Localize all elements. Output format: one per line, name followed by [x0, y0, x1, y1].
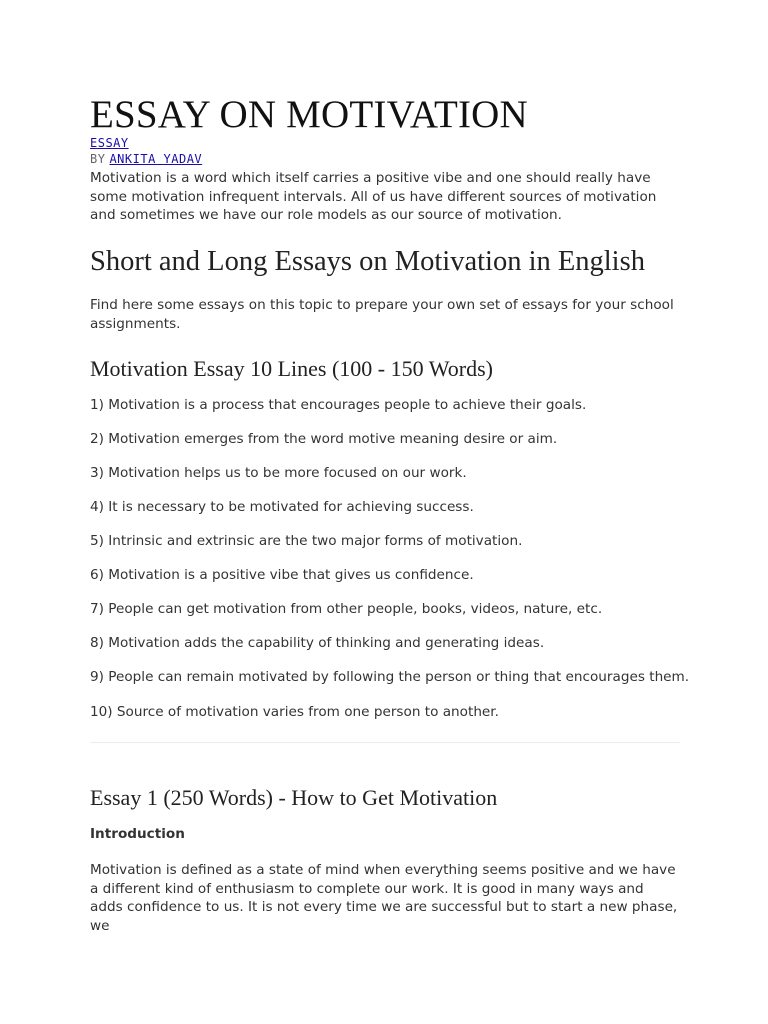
section-heading: Short and Long Essays on Motivation in English [90, 246, 645, 277]
list-item: 10) Source of motivation varies from one person to another. [90, 704, 499, 720]
section-divider [90, 742, 680, 743]
list-item: 3) Motivation helps us to be more focused on our work. [90, 465, 467, 481]
section-paragraph: Find here some essays on this topic to prepare your own set of essays for your school assignments. [90, 297, 674, 332]
essay1-heading: Essay 1 (250 Words) - How to Get Motivation [90, 785, 498, 810]
essay1-paragraph: Motivation is defined as a state of mind when everything seems positive and we have a different kind of enthusiasm to complete our work. It is good in many ways and adds confidence to us. It is not every time we are successful but to start a new phase, we [90, 862, 678, 935]
list-item: 1) Motivation is a process that encourages people to achieve their goals. [90, 397, 587, 413]
author-link[interactable]: ANKITA YADAV [109, 152, 203, 166]
article-title: ESSAY ON MOTIVATION [90, 93, 528, 136]
list-item: 6) Motivation is a positive vibe that gives us confidence. [90, 567, 474, 583]
list-item: 5) Intrinsic and extrinsic are the two major forms of motivation. [90, 533, 523, 549]
ten-lines-heading: Motivation Essay 10 Lines (100 - 150 Words) [90, 356, 493, 381]
intro-paragraph: Motivation is a word which itself carries a positive vibe and one should really have some motivation infrequent intervals. All of us have different sources of motivation and sometimes we have our role models as our source of motivation. [90, 170, 657, 224]
list-item: 7) People can get motivation from other people, books, videos, nature, etc. [90, 601, 603, 617]
list-item: 2) Motivation emerges from the word motive meaning desire or aim. [90, 431, 558, 447]
list-item: 9) People can remain motivated by following the person or thing that encourages them. [90, 669, 690, 685]
byline [90, 152, 202, 166]
list-item: 8) Motivation adds the capability of thinking and generating ideas. [90, 635, 545, 651]
list-item: 4) It is necessary to be motivated for achieving success. [90, 499, 474, 515]
introduction-subheading: Introduction [90, 826, 185, 842]
category-link[interactable]: ESSAY [90, 136, 129, 150]
by-label: BY [90, 152, 106, 166]
